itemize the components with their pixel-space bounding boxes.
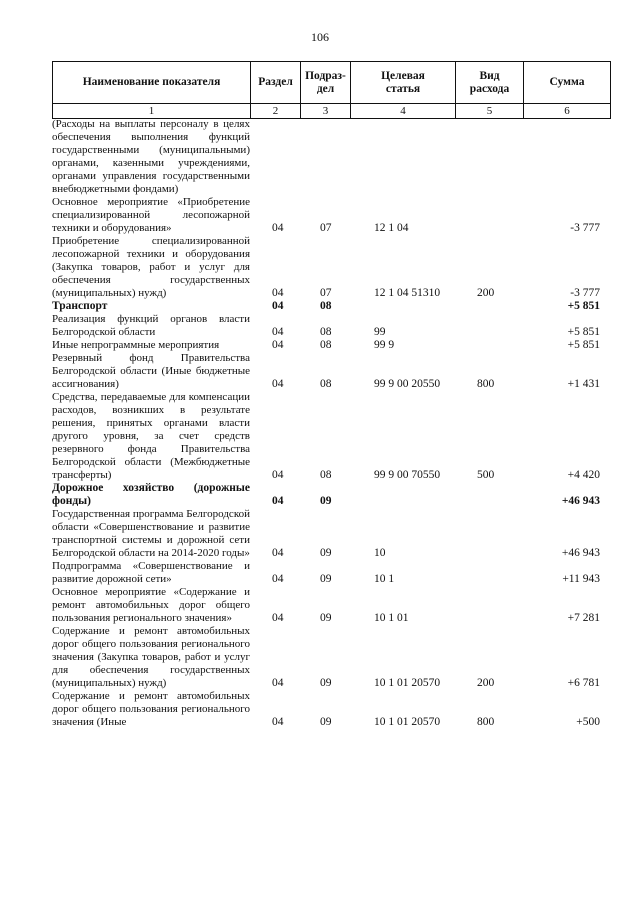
row-section: 04: [272, 222, 284, 234]
row-sum: +46 943: [561, 495, 600, 507]
table-row: [52, 313, 610, 339]
row-sum: +4 420: [567, 469, 600, 481]
row-section: 04: [272, 573, 284, 585]
page-number: 106: [311, 30, 329, 44]
table-row: [52, 482, 610, 508]
row-target: 12 1 04: [374, 222, 409, 234]
row-target: 12 1 04 51310: [374, 287, 441, 299]
row-target: 99: [374, 326, 386, 338]
row-name: Резервный фонд Правительства Белгородской области (Иные бюджетные ассигнования): [52, 352, 250, 390]
row-subsection: 08: [320, 378, 332, 390]
row-target: 10: [374, 547, 386, 559]
column-header-section: Раздел: [251, 62, 301, 104]
row-name: Основное мероприятие «Содержание и ремонт автомобильных дорог общего пользования регионального значения»: [52, 586, 250, 624]
table-row: [52, 690, 610, 729]
row-name: Государственная программа Белгородской области «Совершенствование и развитие транспортной системы и дорожной сети Белгородской области на 2014-2020 годы»: [52, 508, 250, 559]
row-target: 99 9: [374, 339, 395, 351]
row-subsection: 07: [320, 287, 332, 299]
row-target: 10 1: [374, 573, 395, 585]
table-row: [52, 560, 610, 586]
row-kind: 800: [477, 716, 495, 728]
row-name: Иные непрограммные мероприятия: [52, 339, 220, 351]
table-row: [52, 391, 610, 482]
row-name: Реализация функций органов власти Белгородской области: [52, 313, 250, 338]
row-section: 04: [272, 612, 284, 624]
table-row: [52, 352, 610, 391]
row-section: 04: [272, 326, 284, 338]
column-number: 5: [456, 104, 524, 119]
row-kind: 800: [477, 378, 495, 390]
row-sum: +1 431: [567, 378, 600, 390]
row-subsection: 08: [320, 339, 332, 351]
row-sum: +5 851: [567, 339, 600, 351]
row-section: 04: [272, 287, 284, 299]
row-subsection: 08: [320, 326, 332, 338]
row-section: 04: [272, 339, 284, 351]
column-header-kind: Вид расхода: [456, 62, 524, 104]
table-row: [52, 586, 610, 625]
row-target: 10 1 01 20570: [374, 716, 441, 728]
row-name: Содержание и ремонт автомобильных дорог общего пользования регионального значения (Иные: [52, 690, 250, 728]
row-subsection: 07: [320, 222, 332, 234]
table-body: [52, 118, 610, 729]
row-kind: 200: [477, 677, 495, 689]
row-sum: +5 851: [567, 300, 600, 312]
row-name: Средства, передаваемые для компенсации расходов, возникших в результате решения, принятых органами власти другого уровня, за счет средств резервного фонда Правительства Белгородской области (Межбюджетные трансферты): [52, 391, 250, 481]
column-header-subsection: Подраз- дел: [301, 62, 351, 104]
row-subsection: 08: [320, 300, 332, 312]
row-target: 99 9 00 20550: [374, 378, 441, 390]
row-section: 04: [272, 547, 284, 559]
table-row: [52, 118, 610, 196]
column-header-sum: Сумма: [524, 62, 611, 104]
row-name: (Расходы на выплаты персоналу в целях обеспечения выполнения функций государственными (муниципальными) органами, казенными учреждениями, органами управления государственными внебюджетными фондами): [52, 118, 250, 195]
row-sum: +6 781: [567, 677, 600, 689]
row-name: Подпрограмма «Совершенствование и развитие дорожной сети»: [52, 560, 250, 585]
row-subsection: 09: [320, 612, 332, 624]
table-row: [52, 625, 610, 690]
table-row: [52, 235, 610, 300]
column-number: 3: [301, 104, 351, 119]
row-subsection: 08: [320, 469, 332, 481]
row-kind: 500: [477, 469, 495, 481]
table-row: [52, 300, 610, 313]
row-sum: +46 943: [561, 547, 600, 559]
table-row: [52, 196, 610, 235]
row-sum: -3 777: [570, 287, 600, 299]
column-header-name: Наименование показателя: [53, 62, 251, 104]
row-section: 04: [272, 677, 284, 689]
row-name: Содержание и ремонт автомобильных дорог общего пользования регионального значения (Закупка товаров, работ и услуг для обеспечения государственных (муниципальных) нужд): [52, 625, 250, 689]
row-sum: +5 851: [567, 326, 600, 338]
row-section: 04: [272, 469, 284, 481]
row-name: Приобретение специализированной лесопожарной техники и оборудования (Закупка товаров, работ и услуг для обеспечения государственных (муниципальных) нужд): [52, 235, 250, 299]
table-row: [52, 339, 610, 352]
column-header-target: Целевая статья: [351, 62, 456, 104]
row-subsection: 09: [320, 573, 332, 585]
row-section: 04: [272, 300, 284, 312]
row-target: 10 1 01 20570: [374, 677, 441, 689]
row-section: 04: [272, 716, 284, 728]
row-subsection: 09: [320, 716, 332, 728]
row-target: 10 1 01: [374, 612, 409, 624]
row-name: Основное мероприятие «Приобретение специализированной лесопожарной техники и оборудования»: [52, 196, 250, 234]
row-name: Транспорт: [52, 300, 108, 312]
row-name: Дорожное хозяйство (дорожные фонды): [52, 482, 250, 507]
row-section: 04: [272, 495, 284, 507]
column-number: 4: [351, 104, 456, 119]
table-header: [52, 61, 611, 119]
row-sum: +500: [576, 716, 600, 728]
row-sum: +7 281: [567, 612, 600, 624]
column-number: 1: [53, 104, 251, 119]
row-kind: 200: [477, 287, 495, 299]
column-number: 6: [524, 104, 611, 119]
row-subsection: 09: [320, 547, 332, 559]
row-sum: +11 943: [562, 573, 600, 585]
row-subsection: 09: [320, 677, 332, 689]
table-row: [52, 508, 610, 560]
row-subsection: 09: [320, 495, 332, 507]
row-target: 99 9 00 70550: [374, 469, 441, 481]
row-sum: -3 777: [570, 222, 600, 234]
column-number: 2: [251, 104, 301, 119]
row-section: 04: [272, 378, 284, 390]
